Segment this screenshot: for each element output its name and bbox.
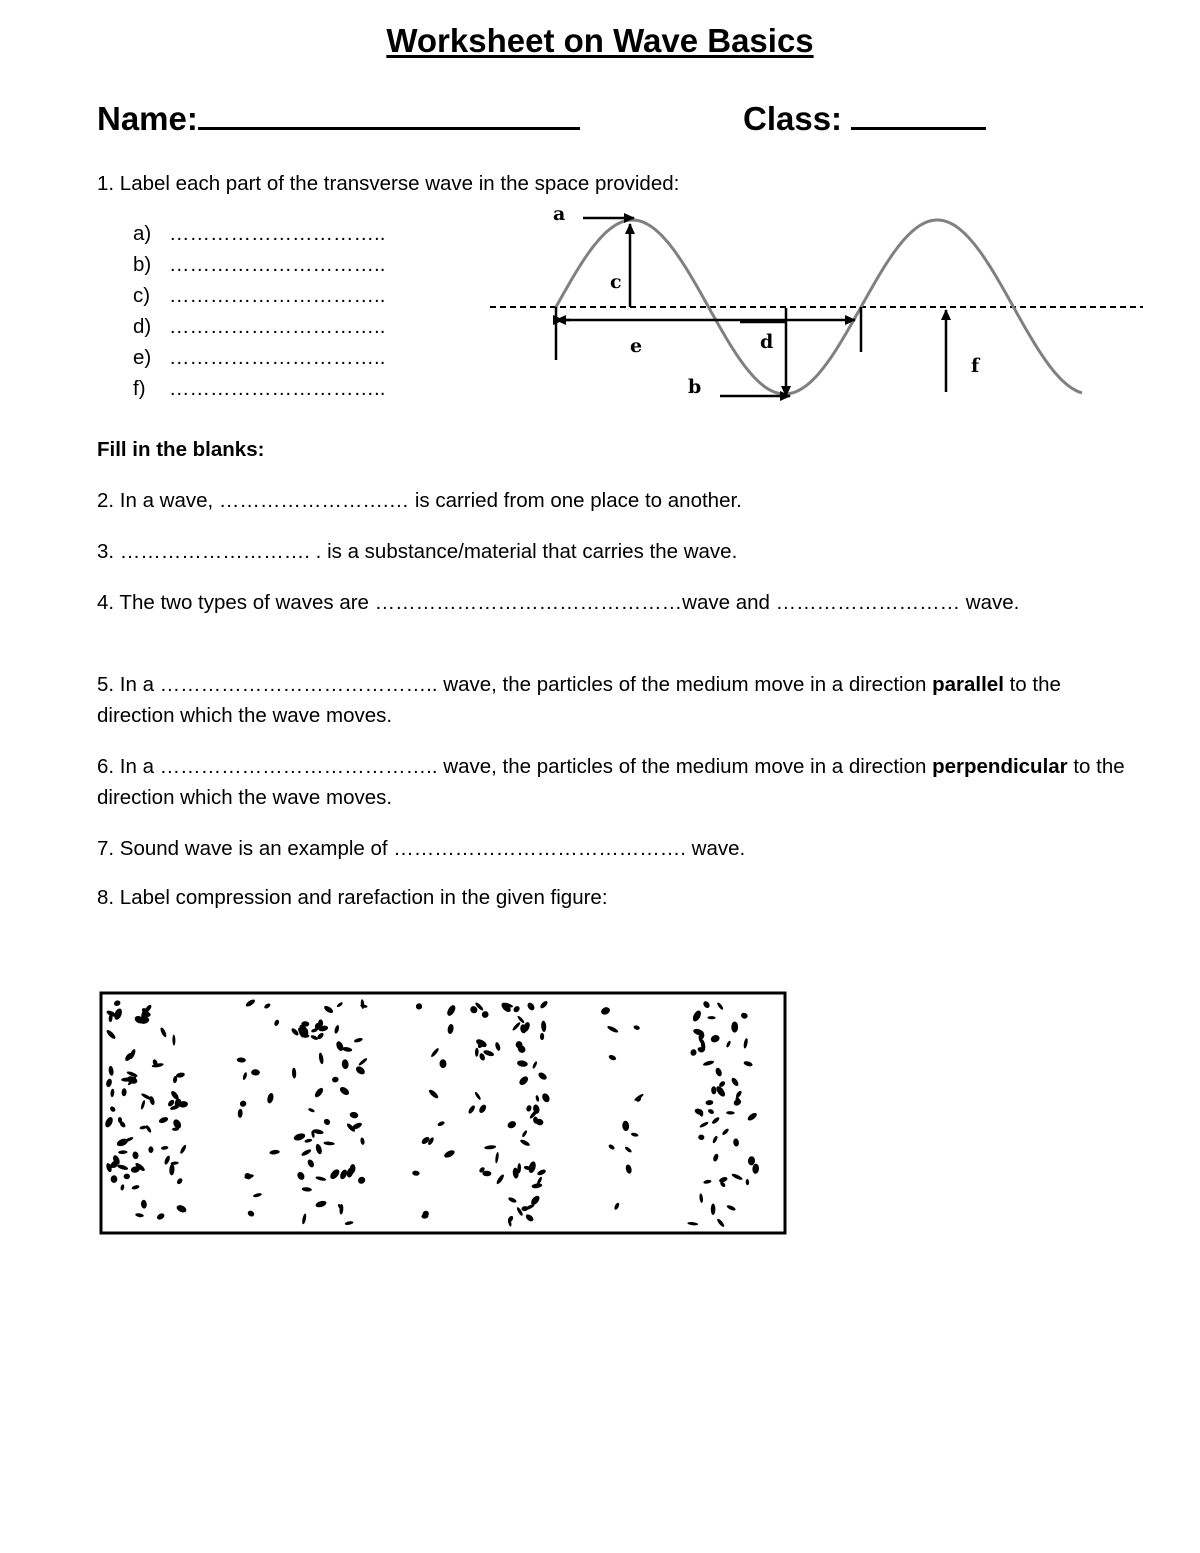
question-5-text: 5. In a ………………………………….. wave, the particles of the medium move in a direction (97, 673, 933, 696)
label-letter: f) (133, 377, 146, 400)
diagram-label-b: b (688, 376, 702, 398)
class-label: Class: (743, 100, 843, 137)
diagram-label-c: c (610, 271, 622, 293)
label-blank[interactable]: ………………………….. (169, 346, 386, 369)
question-3[interactable]: 3. ………………………. . is a substance/material that carries the wave. (97, 540, 738, 563)
question-6-keyword: perpendicular (932, 755, 1068, 778)
question-7[interactable]: 7. Sound wave is an example of ……………………………………. wave. (97, 837, 746, 860)
label-blank[interactable]: ………………………….. (169, 377, 386, 400)
worksheet-title: Worksheet on Wave Basics (386, 22, 814, 59)
label-letter: e) (133, 346, 152, 369)
question-6-text-end: to the direction which the wave moves. (97, 755, 1125, 809)
transverse-wave-diagram (0, 0, 1200, 430)
particle (148, 1146, 153, 1153)
diagram-label-d: d (760, 331, 774, 353)
label-blank[interactable]: ………………………….. (169, 222, 386, 245)
longitudinal-wave-figure (99, 991, 789, 1237)
question-8: 8. Label compression and rarefaction in the given figure: (97, 886, 608, 909)
question-1: 1. Label each part of the transverse wave in the space provided: (97, 172, 680, 195)
diagram-label-a: a (553, 203, 566, 225)
question-6[interactable] (97, 751, 1137, 813)
question-5[interactable] (97, 669, 1137, 731)
label-blank[interactable]: ………………………….. (169, 284, 386, 307)
figure-border (101, 993, 785, 1233)
particle (302, 1028, 308, 1038)
label-blank[interactable]: ………………………….. (169, 253, 386, 276)
particle (731, 1022, 738, 1033)
question-5-text-end: to the direction which the wave moves. (97, 673, 1061, 727)
label-letter: b) (133, 253, 152, 276)
name-label: Name: (97, 100, 198, 137)
label-letter: a) (133, 222, 152, 245)
question-2[interactable]: 2. In a wave, …………………….… is carried from one place to another. (97, 489, 742, 512)
question-6-text: 6. In a ………………………………….. wave, the particles of the medium move in a direction (97, 755, 933, 778)
question-4[interactable]: 4. The two types of waves are ………………………………………wave and ……………………… wave. (97, 591, 1020, 614)
particle (711, 1204, 716, 1216)
diagram-label-e: e (630, 335, 643, 357)
diagram-label-f: f (971, 355, 980, 377)
label-letter: c) (133, 284, 151, 307)
label-blank[interactable]: ………………………….. (169, 315, 386, 338)
question-5-keyword: parallel (932, 673, 1004, 696)
label-letter: d) (133, 315, 152, 338)
fill-in-blanks-heading: Fill in the blanks: (97, 438, 265, 461)
